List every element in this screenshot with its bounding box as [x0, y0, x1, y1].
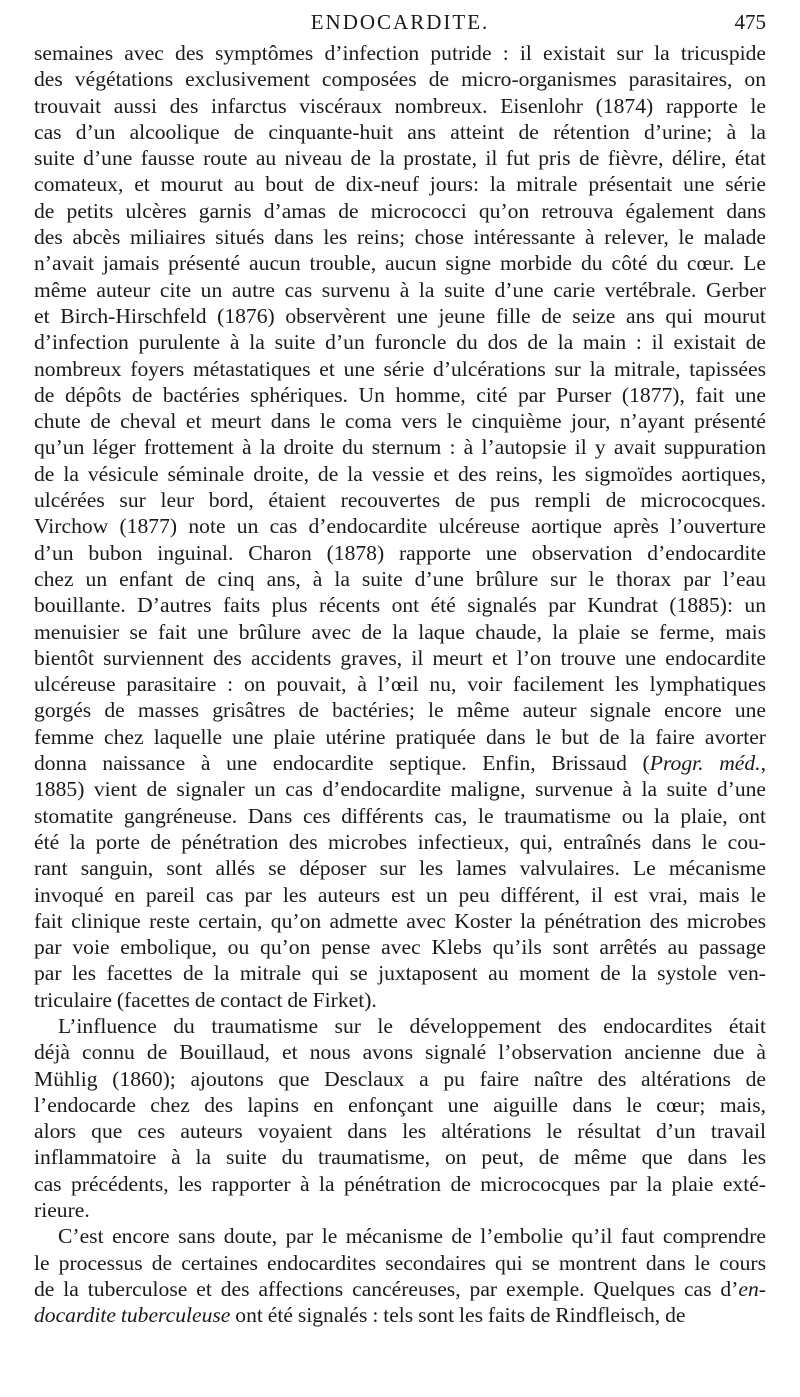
text-line: et Birch-Hirschfeld (1876) observèrent une jeune fille de seize ans qui mourut [34, 303, 766, 328]
text-line: stomatite gangréneuse. Dans ces différents cas, le traumatisme ou la plaie, ont [34, 803, 766, 828]
text-line: d’un bubon inguinal. Charon (1878) rapporte une observation d’endocardite [34, 540, 766, 565]
body-text [34, 40, 766, 1329]
italic-text: en- [738, 1276, 766, 1301]
text-line: gorgés de masses grisâtres de bactéries; le même auteur signale encore une [34, 698, 766, 723]
text-line: trouvait aussi des infarctus viscéraux nombreux. Eisenlohr (1874) rapporte le [34, 93, 766, 118]
text-line: suite d’une fausse route au niveau de la prostate, il fut pris de fièvre, délire, état [34, 146, 766, 171]
text-line: rieure. [34, 1198, 90, 1223]
text-line: l’endocarde chez des lapins en enfonçant une aiguille dans le cœur; mais, [34, 1092, 766, 1117]
text-line: Mühlig (1860); ajoutons que Desclaux a pu faire naître des altérations de [34, 1066, 766, 1091]
text-line: nombreux foyers métastatiques et une série d’ulcérations sur la mitrale, tapissées [34, 356, 766, 381]
paragraph [34, 1223, 766, 1328]
text-line: de la tuberculose et des affections cancéreuses, par exemple. Quelques cas d’en- [34, 1276, 766, 1301]
page-header [34, 6, 766, 40]
italic-text: docardite tuberculeuse [34, 1303, 231, 1328]
running-head: ENDOCARDITE. [310, 10, 490, 34]
text-line: 1885) vient de signaler un cas d’endocardite maligne, survenue à la suite d’une [34, 777, 766, 802]
text-line: triculaire (facettes de contact de Firket). [34, 987, 377, 1012]
text-line: de petits ulcères garnis d’amas de micrococci qu’on retrouva également dans [34, 198, 766, 223]
text-line: bouillante. D’autres faits plus récents ont été signalés par Kundrat (1885): un [34, 593, 766, 618]
text-line: de la vésicule séminale droite, de la vessie et des reins, les sigmoïdes aortiques, [34, 461, 766, 486]
text-line: ulcéreuse parasitaire : on pouvait, à l’œil nu, voir facilement les lymphatiques [34, 672, 766, 697]
text-line: cas précédents, les rapporter à la pénétration de micrococques par la plaie exté- [34, 1171, 766, 1196]
text-line: Virchow (1877) note un cas d’endocardite ulcéreuse aortique après l’ouverture [34, 514, 766, 539]
text-line: de dépôts de bactéries sphériques. Un homme, cité par Purser (1877), fait une [34, 382, 766, 407]
text-line: n’avait jamais présenté aucun trouble, aucun signe morbide du côté du cœur. Le [34, 251, 766, 276]
text-line: le processus de certaines endocardites secondaires qui se montrent dans le cours [34, 1250, 766, 1275]
text-line: chute de cheval et meurt dans le coma vers le cinquième jour, n’ayant présenté [34, 409, 766, 434]
text-line: rant sanguin, sont allés se déposer sur les lames valvulaires. Le mécanisme [34, 856, 766, 881]
text-line: comateux, et mourut au bout de dix-neuf jours: la mitrale présentait une série [34, 172, 766, 197]
text-line: C’est encore sans doute, par le mécanisme de l’embolie qu’il faut comprendre [58, 1224, 766, 1249]
text-line: ulcérées sur leur bord, étaient recouvertes de pus rempli de micrococques. [34, 488, 766, 513]
text-line: été la porte de pénétration des microbes infectieux, qui, entraînés dans le cou- [34, 829, 766, 854]
paragraph [34, 1013, 766, 1223]
text-line: des végétations exclusivement composées de micro-organismes parasitaires, on [34, 67, 766, 92]
text-line: inflammatoire à la suite du traumatisme, on peut, de même que dans les [34, 1145, 766, 1170]
text-line: déjà connu de Bouillaud, et nous avons signalé l’observation ancienne due à [34, 1040, 766, 1065]
text-line: bientôt surviennent des accidents graves, il meurt et l’on trouve une endocardite [34, 645, 766, 670]
text-line: donna naissance à une endocardite septique. Enfin, Brissaud (Progr. méd., [34, 751, 766, 776]
text-line: fait clinique reste certain, qu’on admette avec Koster la pénétration des microbes [34, 908, 766, 933]
text-line: menuisier se fait une brûlure avec de la laque chaude, la plaie se ferme, mais [34, 619, 766, 644]
text-line: qu’un léger frottement à la droite du sternum : à l’autopsie il y avait suppuration [34, 435, 766, 460]
italic-text: Progr. méd. [649, 751, 761, 776]
paragraph [34, 40, 766, 1013]
text-line: par voie embolique, ou qu’on pense avec Klebs qu’ils sont arrêtés au passage [34, 935, 766, 960]
text-line: chez un enfant de cinq ans, à la suite d’une brûlure sur le thorax par l’eau [34, 566, 766, 591]
text-line: invoqué en pareil cas par les auteurs est un peu différent, il est vrai, mais le [34, 882, 766, 907]
text-line: semaines avec des symptômes d’infection putride : il existait sur la tricuspide [34, 41, 766, 65]
text-line: par les facettes de la mitrale qui se juxtaposent au moment de la systole ven- [34, 961, 766, 986]
page-number: 475 [734, 10, 766, 34]
text-line: cas d’un alcoolique de cinquante-huit ans atteint de rétention d’urine; à la [34, 119, 766, 144]
text-line: même auteur cite un autre cas survenu à la suite d’une carie vertébrale. Gerber [34, 277, 766, 302]
text-line: d’infection purulente à la suite d’un furoncle du dos de la main : il existait de [34, 330, 766, 355]
text-line: des abcès miliaires situés dans les reins; chose intéressante à relever, le malade [34, 225, 766, 250]
text-line: docardite tuberculeuse ont été signalés : tels sont les faits de Rindfleisch, de [34, 1303, 686, 1328]
text-line: femme chez laquelle une plaie utérine pratiquée dans le but de la faire avorter [34, 724, 766, 749]
text-line: alors que ces auteurs voyaient dans les altérations le résultat d’un travail [34, 1119, 766, 1144]
text-line: L’influence du traumatisme sur le développement des endocardites était [58, 1013, 766, 1038]
